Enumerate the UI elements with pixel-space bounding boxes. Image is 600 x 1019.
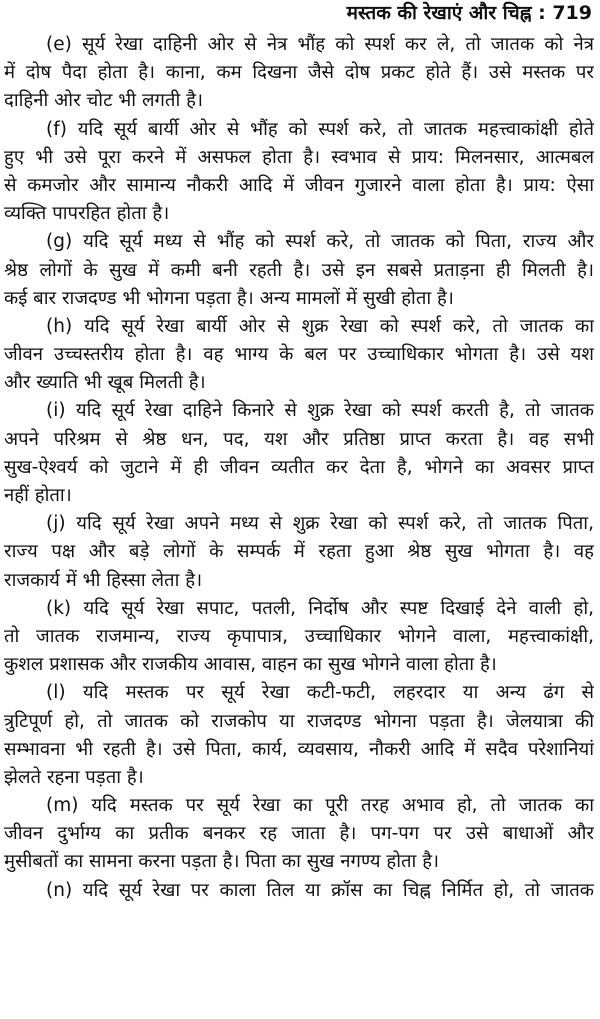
text-line: झेलते रहना पड़ता है। xyxy=(4,766,144,788)
text-line: (h) यदि सूर्य रेखा बार्यी ओर से शुक्र रेखा को स्पर्श करे, तो जातक का xyxy=(46,315,594,337)
paragraph xyxy=(4,792,594,877)
paragraph xyxy=(4,397,594,510)
text-line: में दोष पैदा होता है। काना, कम दिखना जैसे दोष प्रकट होते हैं। उसे मस्तक पर xyxy=(4,62,594,84)
text-line: (i) यदि सूर्य रेखा दाहिने किनारे से शुक्र रेखा को स्पर्श करती है, तो जातक xyxy=(46,400,594,422)
text-line: हुए भी उसे पूरा करने में असफल होता है। स्वभाव से प्राय: मिलनसार, आत्मबल xyxy=(4,146,594,168)
paragraph xyxy=(4,510,594,595)
paragraph xyxy=(4,877,594,905)
paragraph xyxy=(4,595,594,680)
text-line: (m) यदि मस्तक पर सूर्य रेखा का पूरी तरह अभाव हो, तो जातक का xyxy=(46,795,594,817)
text-line: (f) यदि सूर्य बार्यी ओर से भौंह को स्पर्श करे, तो जातक महत्त्वाकांक्षी होते xyxy=(46,118,594,140)
text-line: और ख्याति भी खूब मिलती है। xyxy=(4,372,206,394)
text-line: जीवन उच्चस्तरीय होता है। वह भाग्य के बल पर उच्चाधिकार भोगता है। उसे यश xyxy=(4,344,594,366)
text-line: दाहिनी ओर चोट भी लगती है। xyxy=(4,90,203,112)
paragraph xyxy=(4,31,594,116)
paragraph xyxy=(4,679,594,792)
paragraph xyxy=(4,116,594,229)
text-line: (l) यदि मस्तक पर सूर्य रेखा कटी-फटी, लहरदार या अन्य ढंग से xyxy=(46,682,594,704)
text-line: अपने परिश्रम से श्रेष्ठ धन, पद, यश और प्रतिष्ठा प्राप्त करता है। वह सभी xyxy=(4,428,594,450)
text-line: कई बार राजदण्ड भी भोगना पड़ता है। अन्य मामलों में सुखी होता है। xyxy=(4,287,454,309)
text-line: सुख-ऐश्वर्य को जुटाने में ही जीवन व्यतीत कर देता है, भोगने का अवसर प्राप्त xyxy=(4,456,594,478)
text-line: कुशल प्रशासक और राजकीय आवास, वाहन का सुख भोगने वाला होता है। xyxy=(4,654,497,676)
text-line: (e) सूर्य रेखा दाहिनी ओर से नेत्र भौंह को स्पर्श कर ले, तो जातक को नेत्र xyxy=(46,34,594,55)
running-header: मस्तक की रेखाएं और चिह्न : 719 xyxy=(346,2,592,24)
text-line: (g) यदि सूर्य मध्य से भौंह को स्पर्श करे, तो जातक को पिता, राज्य और xyxy=(46,231,594,253)
text-line: व्यक्ति पापरहित होता है। xyxy=(4,203,170,225)
text-line: (k) यदि सूर्य रेखा सपाट, पतली, निर्दोष और स्पष्ट दिखाई देने वाली हो, xyxy=(46,597,594,619)
text-line: सम्भावना भी रहती है। उसे पिता, कार्य, व्यवसाय, नौकरी आदि में सदैव परेशानियां xyxy=(4,738,594,760)
text-line: से कमजोर और सामान्य नौकरी आदि में जीवन गुजारने वाला होता है। प्राय: ऐसा xyxy=(4,174,594,196)
paragraph xyxy=(4,228,594,313)
text-line: (n) यदि सूर्य रेखा पर काला तिल या क्रॉस का चिह्न निर्मित हो, तो जातक xyxy=(46,879,594,901)
text-line: नहीं होता। xyxy=(4,485,72,506)
paragraph xyxy=(4,313,594,398)
page-body xyxy=(4,31,594,905)
text-line: त्रुटिपूर्ण हो, तो जातक को राजकोप या राजदण्ड भोगना पड़ता है। जेलयात्रा की xyxy=(4,710,594,732)
text-line: (j) यदि सूर्य रेखा अपने मध्य से शुक्र रेखा को स्पर्श करे, तो जातक पिता, xyxy=(46,513,594,535)
text-line: श्रेष्ठ लोगों के सुख में कमी बनी रहती है। उसे इन सबसे प्रताड़ना ही मिलती है। xyxy=(4,259,594,281)
text-line: मुसीबतों का सामना करना पड़ता है। पिता का सुख नगण्य होता है। xyxy=(4,851,440,873)
text-line: राजकार्य में भी हिस्सा लेता है। xyxy=(4,569,203,591)
text-line: तो जातक राजमान्य, राज्य कृपापात्र, उच्चाधिकार भोगने वाला, महत्त्वाकांक्षी, xyxy=(4,625,594,647)
text-line: राज्य पक्ष और बड़े लोगों के सम्पर्क में रहता हुआ श्रेष्ठ सुख भोगता है। वह xyxy=(4,541,594,563)
text-line: जीवन दुर्भाग्य का प्रतीक बनकर रह जाता है। पग-पग पर उसे बाधाओं और xyxy=(4,823,594,845)
